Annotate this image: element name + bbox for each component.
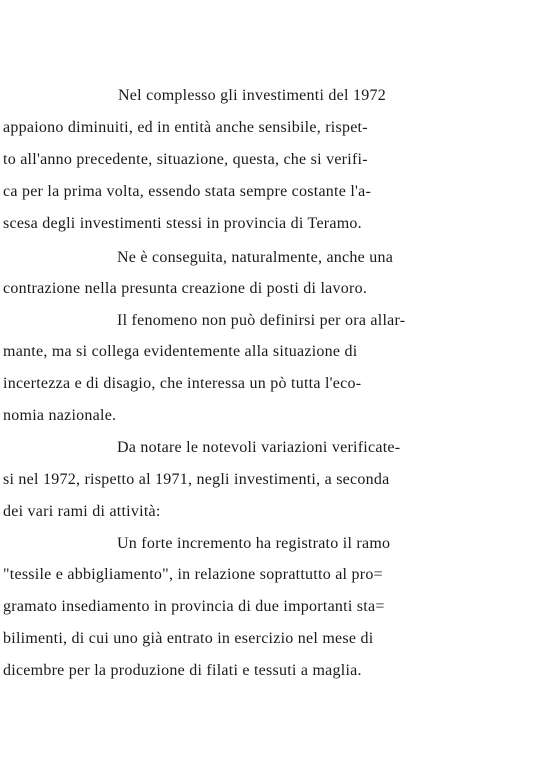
paragraph-4-line-3: dei vari rami di attività:: [3, 503, 161, 520]
paragraph-1-line-5: scesa degli investimenti stessi in provincia di Teramo.: [3, 215, 362, 232]
paragraph-1-line-2: appaiono diminuiti, ed in entità anche sensibile, rispet-: [3, 119, 368, 136]
paragraph-2-line-2: contrazione nella presunta creazione di posti di lavoro.: [3, 280, 368, 297]
paragraph-5-line-1: Un forte incremento ha registrato il ramo: [117, 535, 391, 552]
paragraph-4-line-2: si nel 1972, rispetto al 1971, negli investimenti, a seconda: [3, 471, 390, 488]
paragraph-5-line-3: gramato insediamento in provincia di due importanti sta=: [3, 598, 385, 615]
paragraph-3-line-3: incertezza e di disagio, che interessa un pò tutta l'eco-: [3, 375, 362, 392]
paragraph-5-line-2: "tessile e abbigliamento", in relazione soprattutto al pro=: [3, 566, 383, 583]
paragraph-1-line-3: to all'anno precedente, situazione, questa, che si verifi-: [3, 151, 368, 168]
paragraph-3-line-4: nomia nazionale.: [3, 407, 117, 424]
paragraph-2-line-1: Ne è conseguita, naturalmente, anche una: [117, 249, 394, 266]
paragraph-1-line-4: ca per la prima volta, essendo stata sempre costante l'a-: [3, 183, 372, 200]
paragraph-4-line-1: Da notare le notevoli variazioni verificate-: [117, 439, 401, 456]
paragraph-5-line-4: bilimenti, di cui uno già entrato in esercizio nel mese di: [3, 630, 374, 647]
paragraph-3-line-2: mante, ma si collega evidentemente alla situazione di: [3, 343, 358, 360]
paragraph-1-line-1: Nel complesso gli investimenti del 1972: [118, 87, 386, 104]
paragraph-3-line-1: Il fenomeno non può definirsi per ora allar-: [117, 312, 406, 329]
paragraph-5-line-5: dicembre per la produzione di filati e tessuti a maglia.: [3, 662, 362, 679]
